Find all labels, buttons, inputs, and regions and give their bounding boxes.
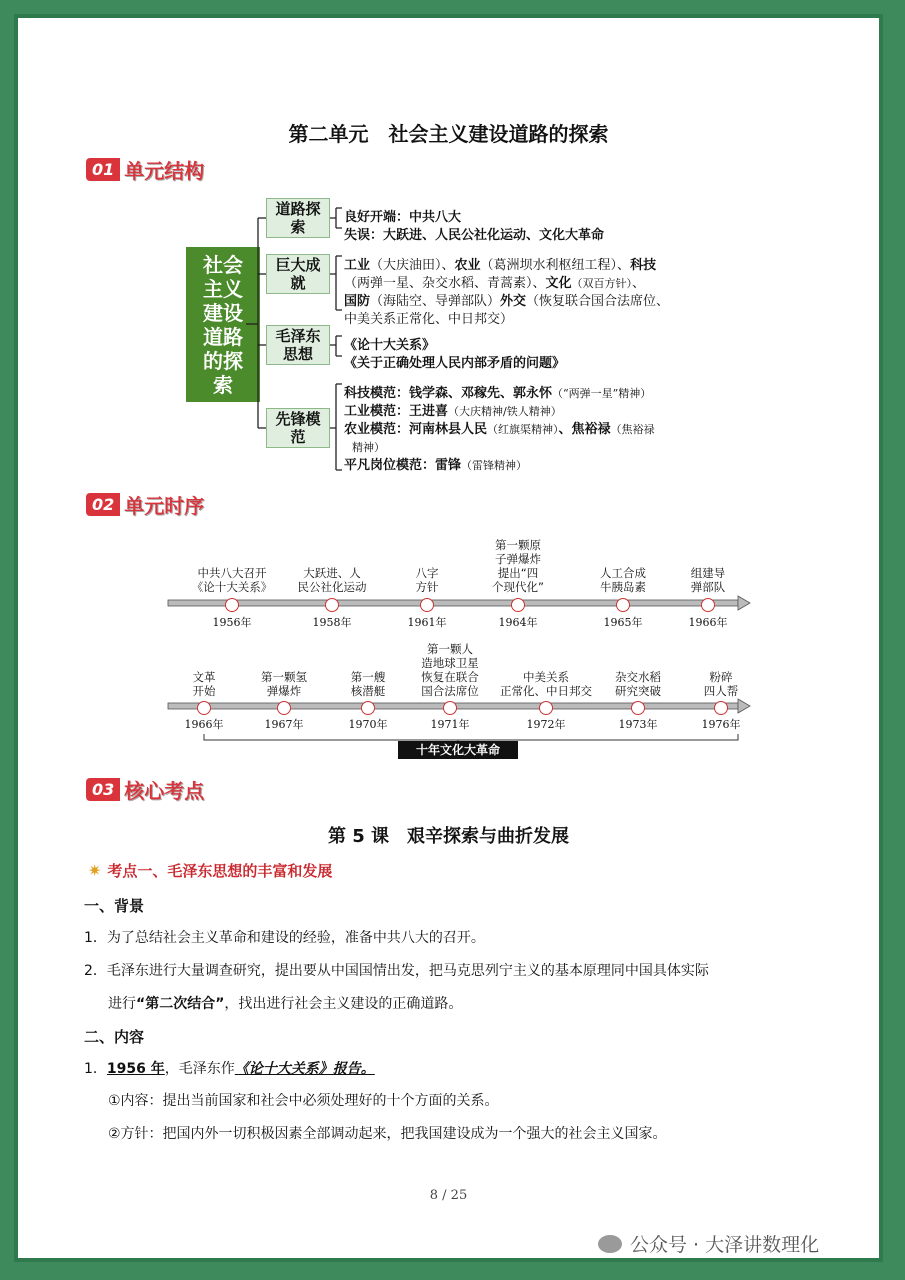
section-label: 核心考点 (124, 778, 205, 803)
timeline-year: 1956年 (212, 616, 252, 629)
p3-num: 1． (84, 1061, 107, 1077)
paragraph-2b (108, 994, 462, 1014)
line-segment: （大庆油田）、 (370, 258, 455, 273)
timeline-node (277, 701, 291, 715)
line-segment: 失误：大跃进、人民公社化运动、文化大革命 (344, 228, 605, 243)
unit-title: 第二单元 社会主义建设道路的探索 (288, 122, 609, 146)
timeline-event-label: 第一颗原 子弹爆炸 提出“四 个现代化” (492, 538, 544, 594)
timeline-event-label: 中美关系 正常化、中日邦交 (500, 670, 592, 698)
timeline-event-label: 八字 方针 (415, 566, 439, 594)
category-box-achievement: 巨大成就 (266, 254, 330, 294)
timeline-year: 1958年 (312, 616, 352, 629)
p3-work: 《论十大关系》报告。 (234, 1061, 375, 1077)
p3-year: 1956 年 (106, 1061, 165, 1077)
category-box-road: 道路探索 (266, 198, 330, 238)
star-badge-icon: ✷ (88, 861, 102, 880)
line-segment: 中美关系正常化、中日邦交） (344, 312, 514, 327)
structure-root: 社会主义建设道路的探索 (186, 247, 260, 402)
paragraph-2a: 2．毛泽东进行大量调查研究，提出要从中国国情出发，把马克思列宁主义的基本原理同中国具体实际 (84, 963, 709, 979)
document-page (14, 14, 883, 1262)
line-segment: 、 (632, 276, 646, 291)
timeline-node (361, 701, 375, 715)
timeline-node (197, 701, 211, 715)
timeline-event-label: 文革 开始 (192, 670, 216, 698)
line-segment: 良好开端：中共八大 (344, 210, 462, 225)
watermark (598, 1230, 819, 1257)
wechat-icon (598, 1235, 622, 1253)
heading-background: 一、背景 (84, 897, 145, 915)
paragraph-4: ①内容：提出当前国家和社会中必须处理好的十个方面的关系。 (108, 1093, 499, 1109)
line-segment: （两弹一星、杂交水稻、青蒿素）、 (344, 276, 546, 291)
line-segment: 平凡岗位模范：雷锋 (344, 458, 462, 473)
line-segment: 农业 (454, 258, 481, 273)
timeline-event-label: 人工合成 牛胰岛素 (600, 566, 646, 594)
line-segment: 《论十大关系》 (344, 338, 436, 353)
line-segment: 《关于正确处理人民内部矛盾的问题》 (344, 356, 566, 371)
section-number: 03 (86, 778, 120, 801)
category-box-models: 先锋模范 (266, 408, 330, 448)
timeline-year: 1973年 (618, 718, 658, 731)
key-point-heading (88, 860, 332, 881)
line-segment: 精神） (352, 441, 385, 454)
line-segment: 国防 (344, 294, 371, 309)
line-segment: 农业模范：河南林县人民 (344, 422, 488, 437)
section-label: 单元时序 (124, 493, 205, 518)
timeline-year: 1972年 (526, 718, 566, 731)
paragraph-3 (84, 1059, 375, 1079)
timeline-event-label: 杂交水稻 研究突破 (615, 670, 661, 698)
timeline-year: 1965年 (603, 616, 643, 629)
timeline-node (714, 701, 728, 715)
timeline-year: 1964年 (498, 616, 538, 629)
timeline-event-label: 粉碎 四人帮 (703, 670, 739, 698)
section-header-keypoints (86, 774, 204, 804)
p2b-post: ，找出进行社会主义建设的正确道路。 (224, 996, 463, 1012)
section-number: 02 (86, 493, 120, 516)
line-segment: 外交 (500, 294, 527, 309)
line-segment: （大庆精神/铁人精神） (448, 405, 562, 418)
timeline-year: 1971年 (430, 718, 470, 731)
key-point-title: 考点一、毛泽东思想的丰富和发展 (107, 862, 333, 880)
timeline-node (420, 598, 434, 612)
timeline-node (701, 598, 715, 612)
section-number: 01 (86, 158, 120, 181)
timeline-node (443, 701, 457, 715)
timeline-event-label: 第一艘 核潜艇 (350, 670, 386, 698)
line-segment: 科技 (630, 258, 657, 273)
timeline-year: 1966年 (184, 718, 224, 731)
category-box-mao-thought: 毛泽东思想 (266, 325, 330, 365)
timeline-node (325, 598, 339, 612)
paragraph-1: 1．为了总结社会主义革命和建设的经验，准备中共八大的召开。 (84, 930, 485, 946)
timeline-node (539, 701, 553, 715)
line-segment: 文化 (545, 276, 572, 291)
line-segment: （海陆空、导弹部队） (370, 294, 501, 309)
timeline-event-label: 第一颗氢 弹爆炸 (261, 670, 307, 698)
timeline-event-label: 组建导 弹部队 (690, 566, 726, 594)
timeline-year: 1967年 (264, 718, 304, 731)
line-segment: 科技模范：钱学森、邓稼先、郭永怀 (344, 386, 553, 401)
line-segment: （雷锋精神） (461, 459, 528, 472)
timeline-node (225, 598, 239, 612)
line-segment: （恢复联合国合法席位、 (526, 294, 670, 309)
page-number: 8 / 25 (429, 1188, 468, 1203)
section-label: 单元结构 (124, 158, 205, 183)
timeline-year: 1976年 (701, 718, 741, 731)
line-segment: 工业 (344, 258, 371, 273)
paragraph-5: ②方针：把国内外一切积极因素全部调动起来，把我国建设成为一个强大的社会主义国家。 (108, 1126, 667, 1142)
timeline-event-label: 大跃进、人 民公社化运动 (297, 566, 367, 594)
timeline-year: 1970年 (348, 718, 388, 731)
heading-content: 二、内容 (84, 1028, 145, 1046)
line-segment: （焦裕禄 (610, 423, 655, 436)
p3-mid: ，毛泽东作 (164, 1061, 235, 1077)
timeline-event-label: 中共八大召开 《论十大关系》 (191, 566, 273, 594)
line-segment: （“两弹一星”精神） (552, 387, 652, 400)
line-segment: 、焦裕禄 (558, 422, 611, 437)
timeline-year: 1966年 (688, 616, 728, 629)
line-segment: （红旗渠精神） (487, 423, 559, 436)
lesson-title: 第 5 课 艰辛探索与曲折发展 (327, 826, 570, 847)
timeline-node (616, 598, 630, 612)
timeline-year: 1961年 (407, 616, 447, 629)
line-segment: 工业模范：王进喜 (344, 404, 449, 419)
p2b-bold: “第二次结合” (136, 996, 225, 1012)
p2b-pre: 进行 (108, 996, 136, 1012)
timeline-node (511, 598, 525, 612)
line-segment: （双百方针） (571, 277, 633, 290)
decade-label: 十年文化大革命 (398, 741, 518, 759)
watermark-text: 公众号 · 大泽讲数理化 (630, 1234, 820, 1256)
timeline-event-label: 第一颗人 造地球卫星 恢复在联合 国合法席位 (421, 642, 479, 698)
timeline-node (631, 701, 645, 715)
line-segment: （葛洲坝水利枢纽工程）、 (480, 258, 631, 273)
